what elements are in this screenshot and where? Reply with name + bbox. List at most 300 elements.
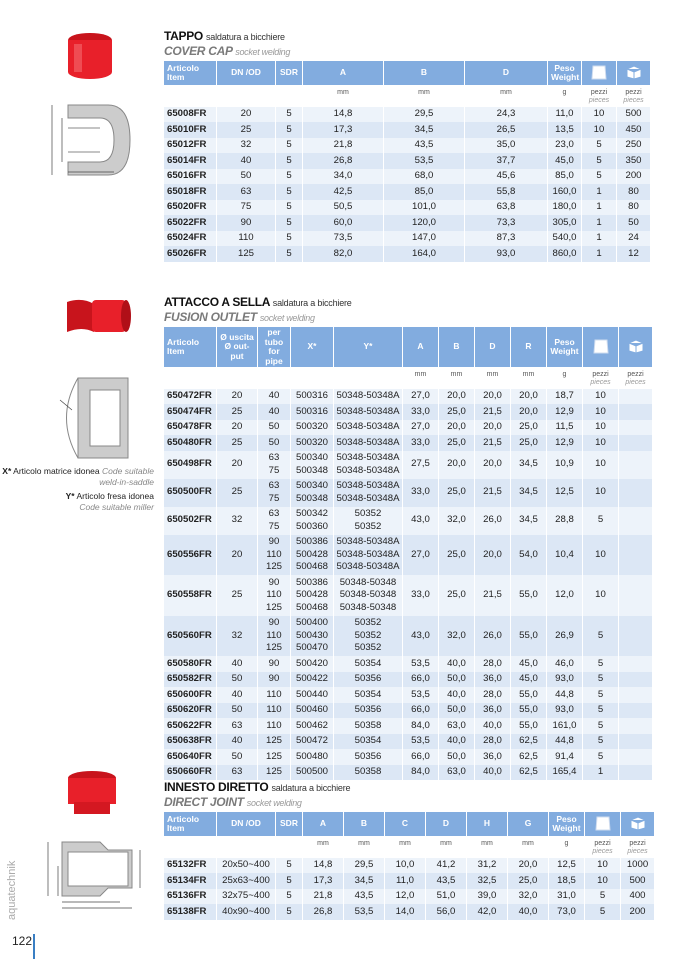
table-row xyxy=(164,107,650,123)
table-row xyxy=(164,734,652,750)
table-cell: 110 xyxy=(258,687,290,703)
article-code: 650580FR xyxy=(164,656,216,672)
table-cell: 20,0 xyxy=(508,858,548,874)
article-code: 650660FR xyxy=(164,765,216,781)
table-cell: 5 xyxy=(276,215,302,231)
unit-cell: pezzi pieces xyxy=(625,371,646,386)
table-cell: 32,0 xyxy=(439,616,474,657)
table-cell: 45,0 xyxy=(548,153,581,169)
table-cell xyxy=(619,435,652,451)
table-cell: 21,5 xyxy=(475,479,510,507)
table-cell: 50356 xyxy=(334,672,402,688)
table-cell xyxy=(619,507,652,535)
table-cell: 50 xyxy=(217,749,257,765)
table-cell xyxy=(619,535,652,576)
article-code: 650638FR xyxy=(164,734,216,750)
table-cell: 55,0 xyxy=(511,687,546,703)
table-cell: 21,8 xyxy=(303,889,343,905)
article-code: 650556FR xyxy=(164,535,216,576)
table-cell: 25,0 xyxy=(439,404,474,420)
table-row xyxy=(164,420,652,436)
table-cell: 11,5 xyxy=(547,420,582,436)
table-cell: 1000 xyxy=(621,858,654,874)
table-cell: 125 xyxy=(258,734,290,750)
table-cell: 305,0 xyxy=(548,215,581,231)
section-title-en xyxy=(164,795,646,809)
direct-joint-photo xyxy=(62,770,122,820)
table-cell xyxy=(619,765,652,781)
table-cell: 500420 xyxy=(291,656,333,672)
table-row xyxy=(164,435,652,451)
units-row xyxy=(164,367,652,389)
table-cell: 10 xyxy=(583,451,618,479)
table-cell: 26,5 xyxy=(465,122,547,138)
table-cell: 400 xyxy=(621,889,654,905)
bag-pack-icon xyxy=(585,812,620,836)
table-cell: 5 xyxy=(276,169,302,185)
table-cell: 12,9 xyxy=(547,435,582,451)
table-cell: 44,8 xyxy=(547,734,582,750)
table-row xyxy=(164,404,652,420)
unit-cell: pezzi pieces xyxy=(623,89,644,104)
y-note-label: Y* xyxy=(65,491,75,501)
table-cell: 54,0 xyxy=(511,535,546,576)
table-cell: 32,0 xyxy=(439,507,474,535)
table-cell: 5 xyxy=(583,507,618,535)
article-code: 650502FR xyxy=(164,507,216,535)
table-row xyxy=(164,749,652,765)
table-cell: 165,4 xyxy=(547,765,582,781)
article-code: 650622FR xyxy=(164,718,216,734)
table-row xyxy=(164,184,650,200)
table-cell: 10 xyxy=(582,107,616,123)
table-cell: 50,0 xyxy=(439,672,474,688)
table-cell: 31,2 xyxy=(467,858,507,874)
table-row xyxy=(164,765,652,781)
article-code: 65022FR xyxy=(164,215,216,231)
table-cell: 34,0 xyxy=(303,169,383,185)
table-cell: 25,0 xyxy=(439,479,474,507)
x-note-it: Articolo matrice idonea xyxy=(13,466,100,476)
table-cell: 25,0 xyxy=(439,575,474,616)
unit-cell xyxy=(276,85,302,107)
table-cell: 21,8 xyxy=(303,138,383,154)
column-header: B xyxy=(344,812,384,836)
table-cell: 73,5 xyxy=(303,231,383,247)
unit-cell: mm xyxy=(450,371,463,378)
table-cell: 450 xyxy=(617,122,650,138)
unit-cell: g xyxy=(564,840,569,847)
column-header: A xyxy=(303,61,383,85)
table-cell: 50 xyxy=(617,215,650,231)
units-row xyxy=(164,85,650,107)
table-cell: 66,0 xyxy=(403,749,438,765)
table-cell: 50348-50348A xyxy=(334,435,402,451)
table-cell: 20 xyxy=(217,107,275,123)
table-row xyxy=(164,215,650,231)
table-cell: 250 xyxy=(617,138,650,154)
column-header: DN /OD xyxy=(217,812,275,836)
table-cell: 10,4 xyxy=(547,535,582,576)
table-cell: 50356 xyxy=(334,703,402,719)
table-row xyxy=(164,904,654,920)
table-cell: 500340 500348 xyxy=(291,479,333,507)
table-cell: 20,0 xyxy=(511,389,546,405)
article-code: 650620FR xyxy=(164,703,216,719)
article-code: 650560FR xyxy=(164,616,216,657)
table-row xyxy=(164,718,652,734)
table-cell: 25,0 xyxy=(439,435,474,451)
table-cell: 50348-50348A 50348-50348A 50348-50348A xyxy=(334,535,402,576)
table-row xyxy=(164,672,652,688)
table-cell: 43,0 xyxy=(403,507,438,535)
unit-cell: mm xyxy=(414,371,427,378)
table-cell: 45,6 xyxy=(465,169,547,185)
table-cell: 45,0 xyxy=(511,672,546,688)
table-cell xyxy=(619,718,652,734)
column-header: A xyxy=(303,812,343,836)
table-cell: 63,0 xyxy=(439,765,474,781)
product-table xyxy=(163,61,651,262)
unit-cell xyxy=(276,836,302,858)
article-code: 650480FR xyxy=(164,435,216,451)
article-code: 650500FR xyxy=(164,479,216,507)
table-cell: 90 xyxy=(217,215,275,231)
table-cell: 500500 xyxy=(291,765,333,781)
table-cell: 40,0 xyxy=(475,718,510,734)
table-cell: 68,0 xyxy=(384,169,464,185)
section-title-it xyxy=(164,29,646,43)
table-cell: 32,5 xyxy=(467,873,507,889)
product-table xyxy=(163,812,655,920)
bag-pack-icon xyxy=(582,61,616,85)
article-code: 65026FR xyxy=(164,246,216,262)
table-cell: 50 xyxy=(217,672,257,688)
table-cell: 29,5 xyxy=(344,858,384,874)
title-en: FUSION OUTLET xyxy=(164,310,257,324)
fusion-outlet-photo xyxy=(62,292,132,342)
section-title-en xyxy=(164,44,646,58)
table-cell: 90 xyxy=(258,672,290,688)
table-row xyxy=(164,656,652,672)
table-cell: 500 xyxy=(621,873,654,889)
table-cell: 17,3 xyxy=(303,122,383,138)
table-row xyxy=(164,200,650,216)
table-cell: 62,5 xyxy=(511,749,546,765)
table-cell: 50348-50348 50348-50348 50348-50348 xyxy=(334,575,402,616)
table-cell: 33,0 xyxy=(403,479,438,507)
table-row xyxy=(164,389,652,405)
table-cell: 540,0 xyxy=(548,231,581,247)
table-cell: 84,0 xyxy=(403,765,438,781)
table-cell: 5 xyxy=(276,873,302,889)
table-cell: 10 xyxy=(583,404,618,420)
article-code: 65012FR xyxy=(164,138,216,154)
unit-cell: pezzi pieces xyxy=(592,840,613,855)
table-cell: 20,0 xyxy=(439,389,474,405)
table-cell: 25 xyxy=(217,404,257,420)
table-cell: 63 xyxy=(217,718,257,734)
table-cell: 10 xyxy=(583,535,618,576)
table-cell: 93,0 xyxy=(547,703,582,719)
table-cell: 80 xyxy=(617,200,650,216)
table-cell xyxy=(619,703,652,719)
subtitle-en: socket welding xyxy=(246,798,302,808)
section-fusion-outlet xyxy=(164,295,646,780)
table-cell: 32 xyxy=(217,507,257,535)
subtitle-it: saldatura a bicchiere xyxy=(272,298,352,308)
table-cell: 20,0 xyxy=(439,451,474,479)
column-header: Peso Weight xyxy=(547,327,582,367)
article-code: 65014FR xyxy=(164,153,216,169)
unit-cell: mm xyxy=(337,89,349,96)
table-cell: 36,0 xyxy=(475,749,510,765)
unit-cell: mm xyxy=(522,371,535,378)
table-cell: 50 xyxy=(217,169,275,185)
table-cell: 500472 xyxy=(291,734,333,750)
title-it: INNESTO DIRETTO xyxy=(164,780,269,794)
table-cell: 80 xyxy=(617,184,650,200)
table-row xyxy=(164,507,652,535)
table-cell xyxy=(619,687,652,703)
fusion-outlet-drawing xyxy=(40,370,140,465)
table-cell: 50354 xyxy=(334,734,402,750)
y-note-en: Code suitable miller xyxy=(79,502,154,512)
table-cell: 5 xyxy=(583,656,618,672)
table-cell: 147,0 xyxy=(384,231,464,247)
table-cell: 50348-50348A 50348-50348A xyxy=(334,479,402,507)
table-cell: 50356 xyxy=(334,749,402,765)
article-code: 650558FR xyxy=(164,575,216,616)
table-cell: 25 xyxy=(217,479,257,507)
table-cell: 40 xyxy=(258,404,290,420)
article-code: 650600FR xyxy=(164,687,216,703)
table-cell: 34,5 xyxy=(511,507,546,535)
table-cell: 5 xyxy=(276,889,302,905)
column-header: Peso Weight xyxy=(549,812,584,836)
table-cell: 91,4 xyxy=(547,749,582,765)
table-cell: 53,5 xyxy=(403,734,438,750)
table-cell: 50348-50348A xyxy=(334,420,402,436)
table-cell: 85,0 xyxy=(548,169,581,185)
table-cell: 34,5 xyxy=(511,479,546,507)
article-code: 65008FR xyxy=(164,107,216,123)
section-direct-joint xyxy=(164,780,649,920)
table-cell: 73,3 xyxy=(465,215,547,231)
column-header: SDR xyxy=(276,61,302,85)
unit-cell: mm xyxy=(486,371,499,378)
table-cell: 125 xyxy=(217,246,275,262)
table-cell: 26,9 xyxy=(547,616,582,657)
table-cell: 12,5 xyxy=(549,858,584,874)
table-cell: 5 xyxy=(583,672,618,688)
title-en: DIRECT JOINT xyxy=(164,795,244,809)
table-cell: 63 75 xyxy=(258,479,290,507)
table-cell: 63 xyxy=(217,765,257,781)
table-cell: 350 xyxy=(617,153,650,169)
table-cell: 39,0 xyxy=(467,889,507,905)
table-cell: 32x75~400 xyxy=(217,889,275,905)
table-cell: 29,5 xyxy=(384,107,464,123)
column-header: B xyxy=(439,327,474,367)
table-cell: 20,0 xyxy=(475,389,510,405)
table-cell: 18,5 xyxy=(549,873,584,889)
unit-cell xyxy=(291,367,333,389)
table-cell: 50,0 xyxy=(439,703,474,719)
table-cell: 40,0 xyxy=(439,687,474,703)
column-header: D xyxy=(475,327,510,367)
article-code: 650498FR xyxy=(164,451,216,479)
table-cell: 5 xyxy=(583,734,618,750)
table-cell xyxy=(619,616,652,657)
table-cell: 50354 xyxy=(334,687,402,703)
table-cell: 5 xyxy=(276,904,302,920)
table-cell: 56,0 xyxy=(426,904,466,920)
table-cell: 500422 xyxy=(291,672,333,688)
table-cell: 28,0 xyxy=(475,734,510,750)
table-cell: 53,5 xyxy=(403,656,438,672)
article-code: 650582FR xyxy=(164,672,216,688)
table-cell: 40,0 xyxy=(508,904,548,920)
table-cell: 43,0 xyxy=(403,616,438,657)
table-cell: 40,0 xyxy=(475,765,510,781)
unit-cell: mm xyxy=(358,840,370,847)
table-cell: 26,0 xyxy=(475,616,510,657)
table-cell: 5 xyxy=(276,122,302,138)
table-cell: 17,3 xyxy=(303,873,343,889)
table-cell: 500480 xyxy=(291,749,333,765)
table-row xyxy=(164,153,650,169)
subtitle-en: socket welding xyxy=(235,47,291,57)
table-cell: 63 75 xyxy=(258,507,290,535)
table-cell: 35,0 xyxy=(465,138,547,154)
table-cell: 32 xyxy=(217,616,257,657)
table-cell: 93,0 xyxy=(547,672,582,688)
section-title-it xyxy=(164,295,646,309)
table-cell: 50,5 xyxy=(303,200,383,216)
unit-cell: g xyxy=(562,371,567,378)
column-header: H xyxy=(467,812,507,836)
table-cell: 43,5 xyxy=(384,138,464,154)
table-row xyxy=(164,687,652,703)
table-cell xyxy=(619,389,652,405)
table-cell: 5 xyxy=(276,246,302,262)
table-cell: 10,9 xyxy=(547,451,582,479)
saddle-notes xyxy=(0,466,154,513)
table-cell: 10,0 xyxy=(385,858,425,874)
table-cell: 40 xyxy=(217,153,275,169)
table-cell xyxy=(619,734,652,750)
table-cell: 21,5 xyxy=(475,404,510,420)
table-cell: 90 110 125 xyxy=(258,575,290,616)
table-cell: 36,0 xyxy=(475,672,510,688)
cover-cap-photo xyxy=(62,30,118,82)
table-cell: 51,0 xyxy=(426,889,466,905)
section-title-it xyxy=(164,780,646,794)
table-cell: 34,5 xyxy=(384,122,464,138)
table-cell: 200 xyxy=(621,904,654,920)
cover-cap-drawing xyxy=(38,100,138,180)
table-row xyxy=(164,169,650,185)
table-cell: 5 xyxy=(276,107,302,123)
table-cell: 101,0 xyxy=(384,200,464,216)
table-cell: 161,0 xyxy=(547,718,582,734)
table-cell: 90 110 125 xyxy=(258,616,290,657)
table-cell: 50,0 xyxy=(439,749,474,765)
unit-cell: mm xyxy=(500,89,512,96)
table-cell xyxy=(619,451,652,479)
article-code: 65138FR xyxy=(164,904,216,920)
table-cell: 12,0 xyxy=(385,889,425,905)
unit-cell: pezzi pieces xyxy=(588,89,610,104)
table-cell: 53,5 xyxy=(344,904,384,920)
column-header: DN /OD xyxy=(217,61,275,85)
table-cell xyxy=(619,479,652,507)
table-cell: 21,5 xyxy=(475,575,510,616)
x-note-label: X* xyxy=(2,466,12,476)
table-cell: 28,0 xyxy=(475,687,510,703)
title-en: COVER CAP xyxy=(164,44,233,58)
table-cell: 25x63~400 xyxy=(217,873,275,889)
table-cell: 37,7 xyxy=(465,153,547,169)
table-cell: 24,3 xyxy=(465,107,547,123)
subtitle-it: saldatura a bicchiere xyxy=(271,783,351,793)
table-row xyxy=(164,451,652,479)
table-cell: 33,0 xyxy=(403,575,438,616)
table-cell: 500 xyxy=(617,107,650,123)
table-cell: 41,2 xyxy=(426,858,466,874)
page-number: 122 xyxy=(12,934,33,948)
table-cell: 26,0 xyxy=(475,507,510,535)
unit-cell: pezzi pieces xyxy=(590,371,611,386)
box-pack-icon xyxy=(619,327,652,367)
table-cell: 40 xyxy=(217,734,257,750)
table-cell: 25,0 xyxy=(439,535,474,576)
column-header: G xyxy=(508,812,548,836)
table-row xyxy=(164,858,654,874)
table-cell: 10 xyxy=(583,479,618,507)
table-cell: 21,5 xyxy=(475,435,510,451)
table-cell: 34,5 xyxy=(344,873,384,889)
table-cell: 11,0 xyxy=(385,873,425,889)
table-cell: 500440 xyxy=(291,687,333,703)
table-cell: 42,0 xyxy=(467,904,507,920)
header-row xyxy=(164,812,654,836)
table-cell: 66,0 xyxy=(403,672,438,688)
table-cell: 160,0 xyxy=(548,184,581,200)
table-cell: 1 xyxy=(582,184,616,200)
table-cell: 55,0 xyxy=(511,703,546,719)
article-code: 65016FR xyxy=(164,169,216,185)
table-cell: 110 xyxy=(258,703,290,719)
table-row xyxy=(164,703,652,719)
table-cell: 43,5 xyxy=(426,873,466,889)
table-cell: 63,8 xyxy=(465,200,547,216)
unit-cell: mm xyxy=(440,840,452,847)
table-cell: 46,0 xyxy=(547,656,582,672)
table-cell: 40 xyxy=(217,687,257,703)
table-cell xyxy=(619,672,652,688)
table-cell: 50348-50348A xyxy=(334,404,402,420)
table-cell: 1 xyxy=(583,765,618,781)
table-cell: 40,0 xyxy=(439,656,474,672)
table-cell: 11,0 xyxy=(548,107,581,123)
table-cell: 20x50~400 xyxy=(217,858,275,874)
table-cell: 12,5 xyxy=(547,479,582,507)
unit-cell xyxy=(217,367,257,389)
table-cell: 500400 500430 500470 xyxy=(291,616,333,657)
column-header: Y* xyxy=(334,327,402,367)
